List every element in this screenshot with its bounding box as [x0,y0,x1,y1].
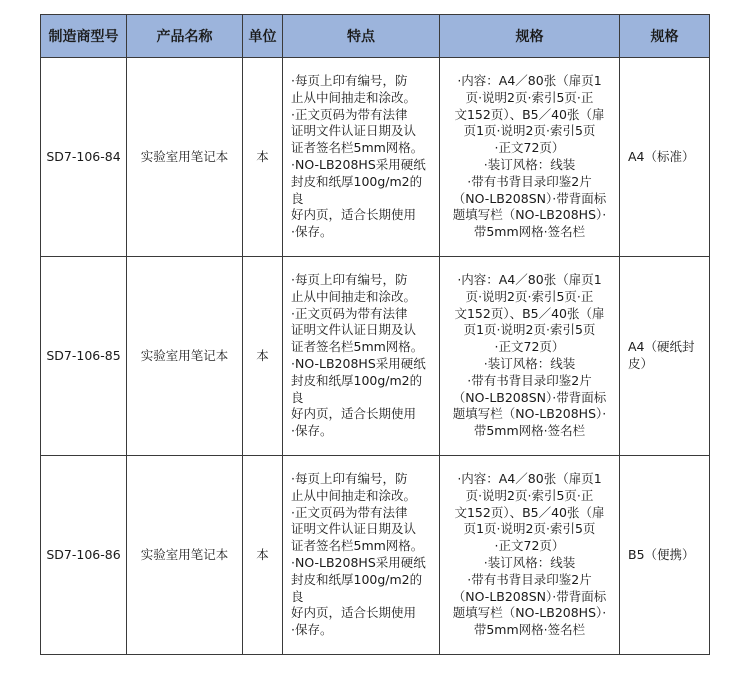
features-line: ·NO-LB208HS采用硬纸 [291,356,426,371]
spec-line: ·装订风格：线装 [483,356,576,371]
model-cell: SD7-106-84 [41,58,127,257]
spec-line: ·正文72页） [494,339,565,355]
spec-line: 页1页·说明2页·索引5页 [463,123,596,139]
spec-cell [440,257,620,456]
spec-line: 页·说明2页·索引5页·正 [465,288,594,304]
features-line: ·正文页码为带有法律 [291,504,408,520]
spec-cell [440,456,620,655]
spec-line: ·带有书背目录印鉴2片 [467,372,592,388]
header-product-name: 产品名称 [127,15,243,58]
spec-line: ·带有书背目录印鉴2片 [467,571,592,587]
unit-cell: 本 [243,58,283,257]
unit-cell: 本 [243,257,283,456]
features-line: 证明文件认证日期及认 [291,322,417,338]
features-line: 封皮和纸厚100g/m2的良 [291,372,423,405]
features-line: 好内页，适合长期使用 [291,605,417,621]
features-line: 证者签名栏5mm网格。 [291,538,424,554]
features-line: ·NO-LB208HS采用硬纸 [291,555,426,570]
model-cell: SD7-106-86 [41,456,127,655]
size-cell [620,58,710,257]
size-cell [620,456,710,655]
features-line: 好内页，适合长期使用 [291,406,417,422]
header-row [41,15,710,58]
unit-cell: 本 [243,456,283,655]
header-size: 规格 [620,15,710,58]
spec-line: 文152页）、B5／40张（扉 [454,106,605,122]
features-line: ·保存。 [291,423,333,439]
spec-line: 页·说明2页·索引5页·正 [465,89,594,105]
features-line: ·保存。 [291,224,333,240]
spec-line: （NO-LB208SN）·带背面标 [452,588,607,604]
spec-line: 页1页·说明2页·索引5页 [463,521,596,537]
table-body [41,58,710,655]
size-line: 皮） [628,356,654,371]
spec-line: ·正文72页） [494,538,565,554]
model-cell: SD7-106-85 [41,257,127,456]
spec-line: （NO-LB208SN）·带背面标 [452,190,607,206]
header-model: 制造商型号 [41,15,127,58]
header-unit: 单位 [243,15,283,58]
product-name-cell: 实验室用笔记本 [127,257,243,456]
features-line: 止从中间抽走和涂改。 [291,89,417,105]
product-name-cell: 实验室用笔记本 [127,456,243,655]
table-row [41,58,710,257]
features-line: ·每页上印有编号，防 [291,471,408,487]
spec-line: ·装订风格：线装 [483,555,576,570]
spec-line: 带5mm网格·签名栏 [473,622,586,638]
features-cell [283,58,440,257]
spec-line: 带5mm网格·签名栏 [473,224,586,240]
spec-line: ·内容：A4／80张（扉页1 [457,73,602,89]
features-cell [283,456,440,655]
spec-line: 题填写栏（NO-LB208HS）· [452,605,607,621]
spec-line: ·正文72页） [494,140,565,156]
spec-line: （NO-LB208SN）·带背面标 [452,389,607,405]
size-line: B5（便携） [628,546,695,562]
features-line: 止从中间抽走和涂改。 [291,487,417,503]
spec-line: ·内容：A4／80张（扉页1 [457,471,602,487]
spec-line: 页·说明2页·索引5页·正 [465,487,594,503]
spec-cell [440,58,620,257]
features-line: ·每页上印有编号，防 [291,272,408,288]
header-spec: 规格 [440,15,620,58]
features-line: ·正文页码为带有法律 [291,305,408,321]
features-line: 证明文件认证日期及认 [291,123,417,139]
spec-line: ·带有书背目录印鉴2片 [467,173,592,189]
table-row [41,456,710,655]
spec-line: ·内容：A4／80张（扉页1 [457,272,602,288]
spec-line: ·装订风格：线装 [483,157,576,172]
features-line: 封皮和纸厚100g/m2的良 [291,173,423,206]
features-line: 证者签名栏5mm网格。 [291,339,424,355]
features-line: 封皮和纸厚100g/m2的良 [291,571,423,604]
spec-line: 带5mm网格·签名栏 [473,423,586,439]
features-line: ·NO-LB208HS采用硬纸 [291,157,426,172]
spec-line: 文152页）、B5／40张（扉 [454,504,605,520]
features-line: ·每页上印有编号，防 [291,73,408,89]
size-line: A4（硬纸封 [628,339,695,355]
features-line: 证者签名栏5mm网格。 [291,140,424,156]
size-cell [620,257,710,456]
features-line: ·保存。 [291,622,333,638]
spec-line: 题填写栏（NO-LB208HS）· [452,207,607,223]
spec-line: 文152页）、B5／40张（扉 [454,305,605,321]
header-features: 特点 [283,15,440,58]
features-cell [283,257,440,456]
product-name-cell: 实验室用笔记本 [127,58,243,257]
features-line: 好内页，适合长期使用 [291,207,417,223]
product-spec-table [40,14,710,655]
features-line: 止从中间抽走和涂改。 [291,288,417,304]
spec-line: 页1页·说明2页·索引5页 [463,322,596,338]
table-row [41,257,710,456]
size-line: A4（标准） [628,148,695,164]
spec-line: 题填写栏（NO-LB208HS）· [452,406,607,422]
features-line: ·正文页码为带有法律 [291,106,408,122]
features-line: 证明文件认证日期及认 [291,521,417,537]
